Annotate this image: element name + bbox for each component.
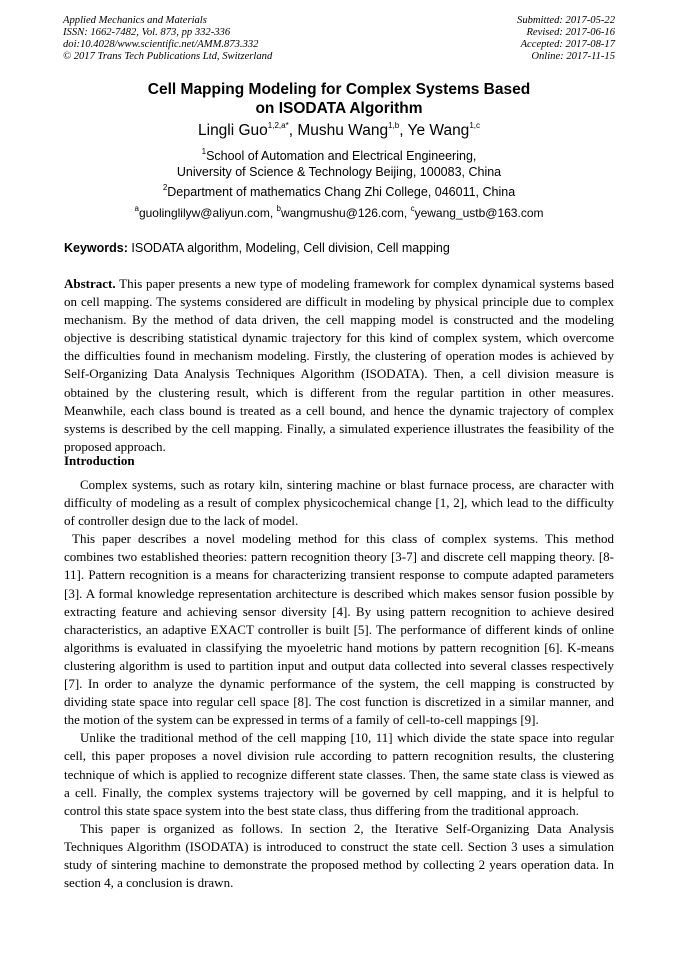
abstract-label: Abstract. xyxy=(64,276,116,291)
paragraph: This paper describes a novel modeling method for this class of complex systems. This method combines two established theories: pattern recognition theory [3-7] and discrete cell mapping theory. [8-11]. Pattern recognition is a means for characterizing transient response to compute adapted parameters [3]. A formal knowledge representation architecture is described which makes sensor fusion possible by extracting feature and achieving sensor diversity [4]. By using pattern recognition to achieve desired characteristics, an adaptive EXACT controller is built [5]. The performance of different kinds of online algorithms is evaluated in classifying the myoeletric hand motions by pattern recognition [6]. K-means clustering algorithm is used to partition input and output data collected into several classes respectively [7]. In order to analyze the dynamic performance of the system, the cell mapping is constructed by dividing state space into regular cell space [8]. The cost function is discretized in a similar manner, and the motion of the system can be expressed in terms of a family of cell-to-cell mappings [9]. xyxy=(64,531,614,728)
copyright: © 2017 Trans Tech Publications Ltd, Switzerland xyxy=(63,51,273,62)
author-sep: , xyxy=(288,122,298,139)
email-link[interactable]: guolinglilyw@aliyun.com, xyxy=(138,206,277,220)
affiliation-text: University of Science & Technology Beijing, 100083, China xyxy=(176,165,502,179)
keywords-text: ISODATA algorithm, Modeling, Cell division, Cell mapping xyxy=(127,241,450,255)
affiliation-2 xyxy=(0,184,678,200)
paragraph: Complex systems, such as rotary kiln, sintering machine or blast furnace process, are character with difficulty of modeling as a result of complex physicochemical change [1, 2], which lead to the difficulty of controller design due to the lack of model. xyxy=(64,477,614,529)
author-sup: 1,b xyxy=(388,121,400,130)
email-sup: a xyxy=(134,204,139,213)
affiliation-text: Department of mathematics Chang Zhi College, 046011, China xyxy=(167,185,516,199)
author-sup: 1,c xyxy=(469,121,480,130)
affiliation-1 xyxy=(0,148,678,180)
online-date: Online: 2017-11-15 xyxy=(531,51,615,62)
abstract xyxy=(64,275,614,456)
author-sup: 1,2,a* xyxy=(267,121,289,130)
affiliation-sup: 2 xyxy=(162,183,168,192)
author: Lingli Guo xyxy=(198,122,268,139)
submission-dates xyxy=(517,15,615,63)
paragraph: Unlike the traditional method of the cell mapping [10, 11] which divide the state space into regular cell, this paper proposes a novel division rule according to pattern recognition results, the clustering technique of which is applied to recognize different state classes. Then, the same state class is viewed as a cell. Finally, the complex systems trajectory will be governed by cell mapping, and it is helpful to control this state space system into the best state class, thus differing from the traditional approach. xyxy=(64,730,614,818)
author: Mushu Wang xyxy=(297,122,389,139)
title-line: on ISODATA Algorithm xyxy=(255,100,423,117)
paragraph: This paper is organized as follows. In section 2, the Iterative Self-Organizing Data Analysis Techniques Algorithm (ISODATA) is introduced to construct the state cell. Section 3 uses a simulation study of sintering machine to demonstrate the proposed method by collecting 2 years operation data. In section 4, a conclusion is drawn. xyxy=(64,820,614,891)
journal-info xyxy=(63,15,272,63)
issn: ISSN: 1662-7482, Vol. 873, pp 332-336 xyxy=(63,27,231,38)
author-sep: , xyxy=(399,122,408,139)
affiliation-text: School of Automation and Electrical Engineering, xyxy=(206,149,477,163)
revised-date: Revised: 2017-06-16 xyxy=(526,27,615,38)
emails xyxy=(0,205,678,221)
email-sup: b xyxy=(276,204,281,213)
keywords xyxy=(64,241,450,255)
author-list xyxy=(0,122,678,140)
accepted-date: Accepted: 2017-08-17 xyxy=(520,39,615,50)
section-heading: Introduction xyxy=(64,453,135,468)
title-line: Cell Mapping Modeling for Complex Systems Based xyxy=(147,81,531,98)
abstract-text: This paper presents a new type of modeling framework for complex dynamical systems based on cell mapping. The systems considered are difficult in modeling by physical principle due to complex mechanism. By the method of data driven, the cell mapping model is constructed and the modeling objective is describing statistical dynamic trajectory for this kind of complex system, which overcome the difficulties found in mechanism modeling. Firstly, the clustering of operation modes is achieved by Self-Organizing Data Analysis Techniques Algorithm (ISODATA). Then, a cell division measure is obtained by the clustering result, which is different from the regular partition in other measures. Meanwhile, each class bound is treated as a cell bound, and hence the dynamic trajectory of complex systems is described by the cell mapping. Finally, a simulated experience illustrates the feasibility of the proposed approach. xyxy=(64,276,614,454)
email-link[interactable]: wangmushu@126.com, xyxy=(280,206,411,220)
author: Ye Wang xyxy=(407,122,470,139)
introduction-body xyxy=(64,476,614,892)
doi: doi:10.4028/www.scientific.net/AMM.873.332 xyxy=(63,39,259,50)
email-link[interactable]: yewang_ustb@163.com xyxy=(414,206,544,220)
keywords-label: Keywords: xyxy=(64,241,128,255)
email-sup: c xyxy=(410,204,415,213)
paper-title xyxy=(0,80,678,118)
affiliation-sup: 1 xyxy=(201,147,207,156)
submitted-date: Submitted: 2017-05-22 xyxy=(517,15,615,26)
journal-name: Applied Mechanics and Materials xyxy=(63,15,207,26)
